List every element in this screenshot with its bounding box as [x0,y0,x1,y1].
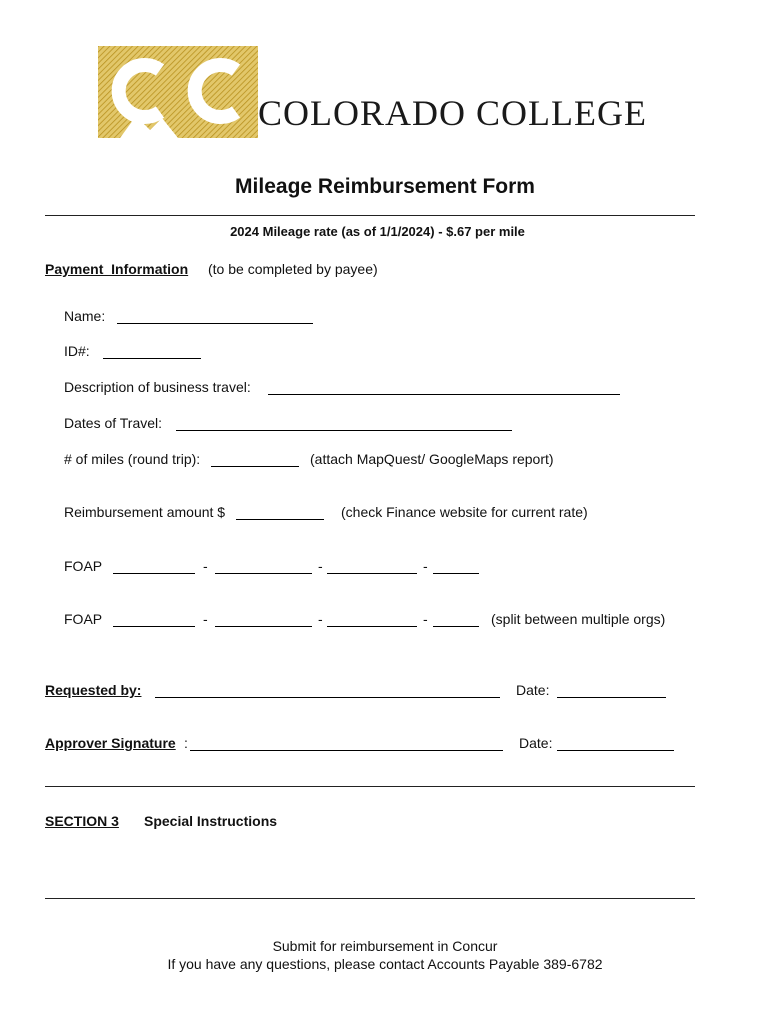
approver-date-field[interactable] [557,750,674,751]
foap2-fund-field[interactable] [113,626,195,627]
footer-submit-note: Submit for reimbursement in Concur [272,938,498,954]
cc-logo-mark [98,46,258,138]
foap2-program-field[interactable] [433,626,479,627]
form-title: Mileage Reimbursement Form [235,175,535,198]
special-instructions-heading: Special Instructions [144,813,278,829]
foap1-dash-2: - [318,558,323,574]
miles-note: (attach MapQuest/ GoogleMaps report) [310,451,554,467]
colorado-college-logo [98,46,678,141]
foap1-org-field[interactable] [215,573,312,574]
foap2-dash-3: - [423,611,428,627]
foap-label-2: FOAP [64,611,103,627]
approver-divider [45,786,695,787]
approver-date-label: Date: [519,735,553,751]
foap1-program-field[interactable] [433,573,479,574]
footer-contact-note: If you have any questions, please contact Accounts Payable 389-6782 [167,956,603,972]
foap2-dash-2: - [318,611,323,627]
approver-colon: : [184,735,188,751]
foap1-dash-1: - [203,558,208,574]
reimbursement-label: Reimbursement amount $ [64,504,226,520]
instructions-divider [45,898,695,899]
foap1-account-field[interactable] [327,573,417,574]
foap2-dash-1: - [203,611,208,627]
reimbursement-note: (check Finance website for current rate) [341,504,588,520]
foap2-org-field[interactable] [215,626,312,627]
requested-date-field[interactable] [557,697,666,698]
dates-label: Dates of Travel: [64,415,163,431]
foap-note: (split between multiple orgs) [491,611,666,627]
description-label: Description of business travel: [64,379,251,395]
requested-by-field[interactable] [155,697,500,698]
requested-date-label: Date: [516,682,550,698]
description-field[interactable] [268,394,620,395]
payment-note: (to be completed by payee) [208,261,378,277]
college-name: COLORADO COLLEGE [258,93,647,133]
foap1-dash-3: - [423,558,428,574]
name-label: Name: [64,308,106,324]
approver-signature-field[interactable] [190,750,503,751]
foap-label-1: FOAP [64,558,103,574]
special-instructions-field[interactable] [45,835,695,895]
foap2-account-field[interactable] [327,626,417,627]
mileage-rate: 2024 Mileage rate (as of 1/1/2024) - $.67 per mile [230,224,525,239]
name-field[interactable] [117,323,313,324]
payment-information-heading: Payment Information [45,261,189,277]
approver-signature-label: Approver Signature [45,735,176,751]
miles-field[interactable] [211,466,299,467]
id-label: ID#: [64,343,90,359]
dates-field[interactable] [176,430,512,431]
section-3-label: SECTION 3 [45,813,119,829]
miles-label: # of miles (round trip): [64,451,201,467]
title-divider [45,215,695,216]
requested-by-label: Requested by: [45,682,142,698]
foap1-fund-field[interactable] [113,573,195,574]
reimbursement-field[interactable] [236,519,324,520]
id-field[interactable] [103,358,201,359]
